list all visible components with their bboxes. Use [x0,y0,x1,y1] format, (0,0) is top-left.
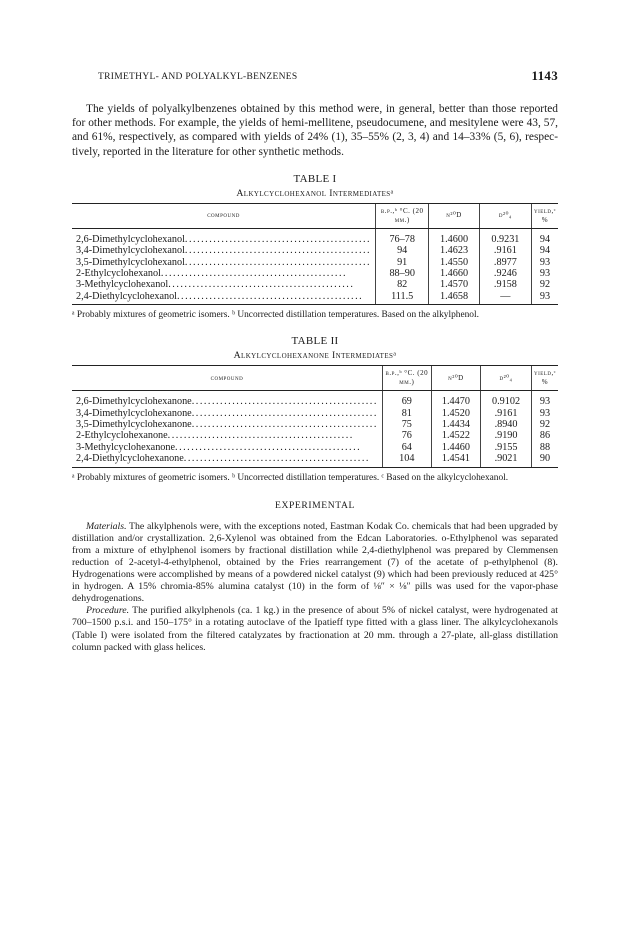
compound-cell [72,257,376,268]
header-refractive-index: n²⁰D [431,366,480,391]
compound-name: 3,4-Dimethylcyclohexanol [76,245,185,257]
compound-name: 3-Methylcyclohexanone [76,441,176,453]
table-row [72,408,558,419]
table2-body [72,391,558,467]
yield-cell: 94 [531,228,558,245]
bp-cell: 94 [376,245,429,256]
dot-leader: .............................................. [177,290,364,302]
table1-body [72,228,558,304]
header-compound: compound [72,203,376,228]
table2-footnote: ᵃ Probably mixtures of geometric isomers. ᵇ Uncorrected distillation temperatures. ᶜ Based on the alkylcyclohexanol. [72,472,509,483]
table2 [72,365,558,467]
header-density: d²⁰₄ [481,366,532,391]
compound-name: 3-Methylcyclohexanol [76,279,169,291]
dot-leader: .............................................. [183,453,370,465]
intro-paragraph: The yields of polyalkylbenzenes obtained by this method were, in general, better than those reported for other methods. For example, the yields of hemi-mellitene, pseudocumene, and mesitylene were 43, 57, and 61%, respectively, as compared with yields of 24% (1), 35–55% (2, 3, 4) and 14–33% (5, 6), respec-tively, reported in the literature for other synthetic methods. [72,103,558,158]
header-density: d²⁰₄ [479,203,531,228]
compound-name: 2,4-Diethylcyclohexanone [76,453,184,465]
yield-cell: 92 [531,419,558,430]
header-yield: yield,ᶜ % [531,366,558,391]
density-cell: .9190 [481,430,532,441]
density-cell: .9158 [479,279,531,290]
dot-leader: .............................................. [184,233,372,245]
refractive-index-cell: 1.4460 [431,442,480,453]
density-cell: 0.9231 [479,228,531,245]
procedure-paragraph [72,605,558,653]
refractive-index-cell: 1.4658 [429,291,480,305]
compound-cell [72,291,376,305]
compound-cell [72,408,382,419]
yield-cell: 92 [531,279,558,290]
bp-cell: 64 [382,442,431,453]
refractive-index-cell: 1.4470 [431,391,480,408]
dot-leader: .............................................. [191,407,378,419]
compound-name: 2-Ethylcyclohexanone [76,430,168,442]
procedure-label: Procedure. [86,605,130,617]
yield-cell: 93 [531,291,558,305]
table-row [72,419,558,430]
density-cell: 0.9102 [481,391,532,408]
table1-caption: Alkylcyclohexanol Intermediatesᵃ [236,187,394,199]
dot-leader: .............................................. [168,279,355,291]
refractive-index-cell: 1.4522 [431,430,480,441]
header-compound: compound [72,366,382,391]
dot-leader: .............................................. [191,419,378,431]
bp-cell: 104 [382,453,431,467]
table-row [72,245,558,256]
dot-leader: .............................................. [184,256,372,268]
compound-name: 2,4-Diethylcyclohexanol [76,290,177,302]
refractive-index-cell: 1.4623 [429,245,480,256]
table-row [72,257,558,268]
compound-name: 2,6-Dimethylcyclohexanol [76,233,185,245]
density-cell: .9155 [481,442,532,453]
density-cell: .9246 [479,268,531,279]
refractive-index-cell: 1.4660 [429,268,480,279]
refractive-index-cell: 1.4434 [431,419,480,430]
compound-cell [72,453,382,467]
table2-title: TABLE II [291,335,339,348]
procedure-text: The purified alkylphenols (ca. 1 kg.) in the presence of about 5% of nickel catalyst, were hydrogenated at 700–1500 p.s.i. and 150–175° in a rotating autoclave of the Ipatieff type fitted with a glass liner. The alkylcyclohexanols (Table I) were isolated from the filtered catalyzates by fractionation at 20 mm. through a 27-plate, all-glass distillation column packed with glass helices. [72,605,558,653]
dot-leader: .............................................. [175,441,362,453]
running-title: TRIMETHYL- AND POLYALKYL-BENZENES [98,72,298,82]
bp-cell: 88–90 [376,268,429,279]
table1 [72,203,558,305]
refractive-index-cell: 1.4600 [429,228,480,245]
table2-caption: Alkylcyclohexanone Intermediatesᵃ [233,350,397,362]
density-cell: — [479,291,531,305]
header-yield: yield,ᶜ % [531,203,558,228]
bp-cell: 81 [382,408,431,419]
table-row [72,228,558,245]
refractive-index-cell: 1.4550 [429,257,480,268]
refractive-index-cell: 1.4520 [431,408,480,419]
compound-name: 3,4-Dimethylcyclohexanone [76,407,192,419]
density-cell: .8977 [479,257,531,268]
section-heading-experimental: EXPERIMENTAL [275,499,355,511]
table1-title: TABLE I [293,172,337,185]
dot-leader: .............................................. [167,430,354,442]
compound-cell [72,228,376,245]
compound-cell [72,268,376,279]
dot-leader: .............................................. [160,268,348,280]
density-cell: .8940 [481,419,532,430]
table1-footnote: ᵃ Probably mixtures of geometric isomers. ᵇ Uncorrected distillation temperatures. Based on the alkylphenol. [72,310,479,321]
bp-cell: 75 [382,419,431,430]
density-cell: .9161 [479,245,531,256]
compound-cell [72,442,382,453]
compound-name: 3,5-Dimethylcyclohexanone [76,419,192,431]
table-row [72,391,558,408]
header-bp: b.p.,ᵇ °C. (20 mm.) [382,366,431,391]
journal-page [72,68,558,654]
yield-cell: 93 [531,391,558,408]
compound-cell [72,419,382,430]
table-row [72,279,558,290]
table1-header-row [72,203,558,228]
materials-label: Materials. [86,520,127,532]
refractive-index-cell: 1.4570 [429,279,480,290]
density-cell: .9161 [481,408,532,419]
materials-paragraph [72,521,558,606]
bp-cell: 91 [376,257,429,268]
compound-cell [72,245,376,256]
dot-leader: .............................................. [184,245,372,257]
bp-cell: 82 [376,279,429,290]
compound-name: 3,5-Dimethylcyclohexanol [76,256,185,268]
page-number: 1143 [531,68,558,83]
yield-cell: 86 [531,430,558,441]
table-row [72,442,558,453]
yield-cell: 93 [531,257,558,268]
table-row [72,291,558,305]
compound-name: 2-Ethylcyclohexanol [76,268,161,280]
compound-name: 2,6-Dimethylcyclohexanone [76,396,192,408]
density-cell: .9021 [481,453,532,467]
running-header [72,68,558,84]
bp-cell: 76–78 [376,228,429,245]
dot-leader: .............................................. [191,396,378,408]
yield-cell: 94 [531,245,558,256]
table2-header-row [72,366,558,391]
table-row [72,453,558,467]
yield-cell: 93 [531,268,558,279]
compound-cell [72,391,382,408]
yield-cell: 88 [531,442,558,453]
bp-cell: 69 [382,391,431,408]
header-refractive-index: n²⁰D [429,203,480,228]
table-row [72,268,558,279]
compound-cell [72,279,376,290]
yield-cell: 93 [531,408,558,419]
yield-cell: 90 [531,453,558,467]
bp-cell: 76 [382,430,431,441]
header-bp: b.p.,ᵇ °C. (20 mm.) [376,203,429,228]
refractive-index-cell: 1.4541 [431,453,480,467]
compound-cell [72,430,382,441]
bp-cell: 111.5 [376,291,429,305]
table-row [72,430,558,441]
materials-text: The alkylphenols were, with the exceptions noted, Eastman Kodak Co. chemicals that had been upgraded by distillation and/or crystallization. 2,6-Xylenol was obtained from the Edcan Laboratories. o-Ethylphenol was separated from a mixture of ethylphenol isomers by fractional distillation while 2,4-diethylphenol was prepared by Clemmensen reduction of 2-acetyl-4-ethylphenol, obtained by the Fries rearrangement (7) of the acetate of p-ethylphenol (8). Hydrogenations were accomplished by means of a powdered nickel catalyst (9) which had been previously reduced at 425° in hydrogen. A 15% chromia-85% alumina catalyst (10) in the form of ⅛″ × ⅛″ pills was used for the vapor-phase dehydrogenations. [72,520,558,605]
